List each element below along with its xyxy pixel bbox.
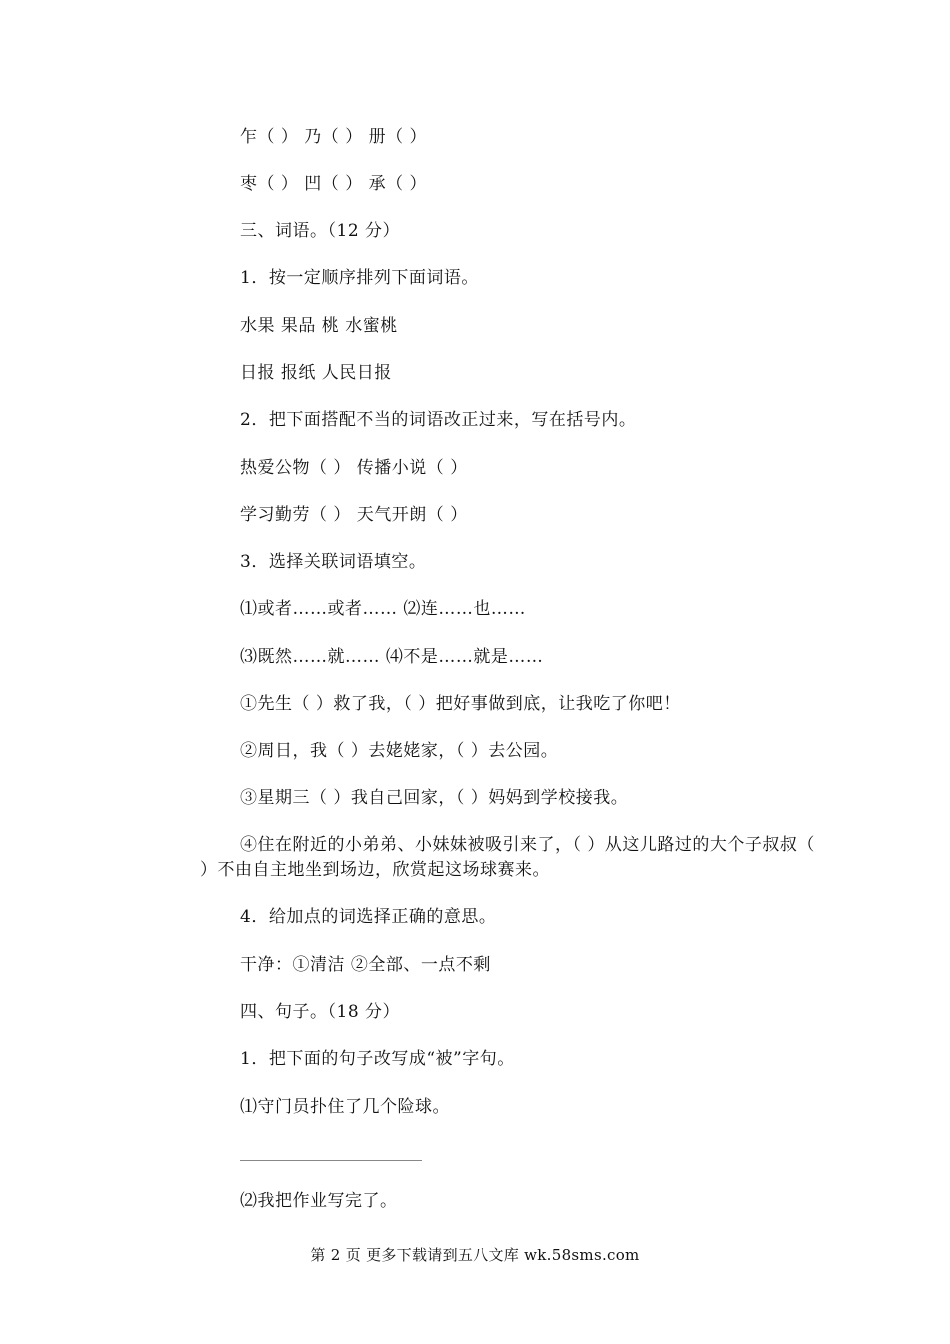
question-3-connectives: 3．选择关联词语填空。 xyxy=(240,552,427,572)
passive-item-2: ⑵我把作业写完了。 xyxy=(240,1191,398,1211)
answer-blank-line xyxy=(240,1160,422,1161)
word-group-2: 日报 报纸 人民日报 xyxy=(240,363,392,383)
passive-item-1: ⑴守门员扑住了几个险球。 xyxy=(240,1097,450,1117)
connective-options-1: ⑴或者……或者…… ⑵连……也…… xyxy=(240,599,526,619)
fill-sentence-2: ②周日，我（ ）去姥姥家，（ ）去公园。 xyxy=(240,741,559,761)
char-row-2: 枣（ ） 凹（ ） 承（ ） xyxy=(240,174,428,194)
connective-options-2: ⑶既然……就…… ⑷不是……就是…… xyxy=(240,647,544,667)
word-group-1: 水果 果品 桃 水蜜桃 xyxy=(240,316,398,336)
question-2-correct: 2．把下面搭配不当的词语改正过来，写在括号内。 xyxy=(240,410,637,430)
char-row-1: 乍（ ） 乃（ ） 册（ ） xyxy=(240,127,428,147)
question-1-passive: 1．把下面的句子改写成“被”字句。 xyxy=(240,1049,515,1069)
page-footer: 第 2 页 更多下载请到五八文库 wk.58sms.com xyxy=(310,1246,640,1264)
section-heading-sentences: 四、句子。（18 分） xyxy=(240,1002,401,1022)
question-1-order: 1．按一定顺序排列下面词语。 xyxy=(240,268,479,288)
question-4-meaning: 4．给加点的词选择正确的意思。 xyxy=(240,907,497,927)
section-heading-words: 三、词语。（12 分） xyxy=(240,221,401,241)
fill-sentence-4: ④住在附近的小弟弟、小妹妹被吸引来了，（ ）从这儿路过的大个子叔叔（ ）不由自主地坐到场边，欣赏起这场球赛来。 xyxy=(200,835,815,880)
meaning-options: 干净：①清洁 ②全部、一点不剩 xyxy=(240,955,491,975)
fill-sentence-1: ①先生（ ）救了我，（ ）把好事做到底，让我吃了你吧！ xyxy=(240,694,681,714)
phrase-row-2: 学习勤劳（ ） 天气开朗（ ） xyxy=(240,505,468,525)
fill-sentence-3: ③星期三（ ）我自己回家，（ ）妈妈到学校接我。 xyxy=(240,788,629,808)
phrase-row-1: 热爱公物（ ） 传播小说（ ） xyxy=(240,458,468,478)
